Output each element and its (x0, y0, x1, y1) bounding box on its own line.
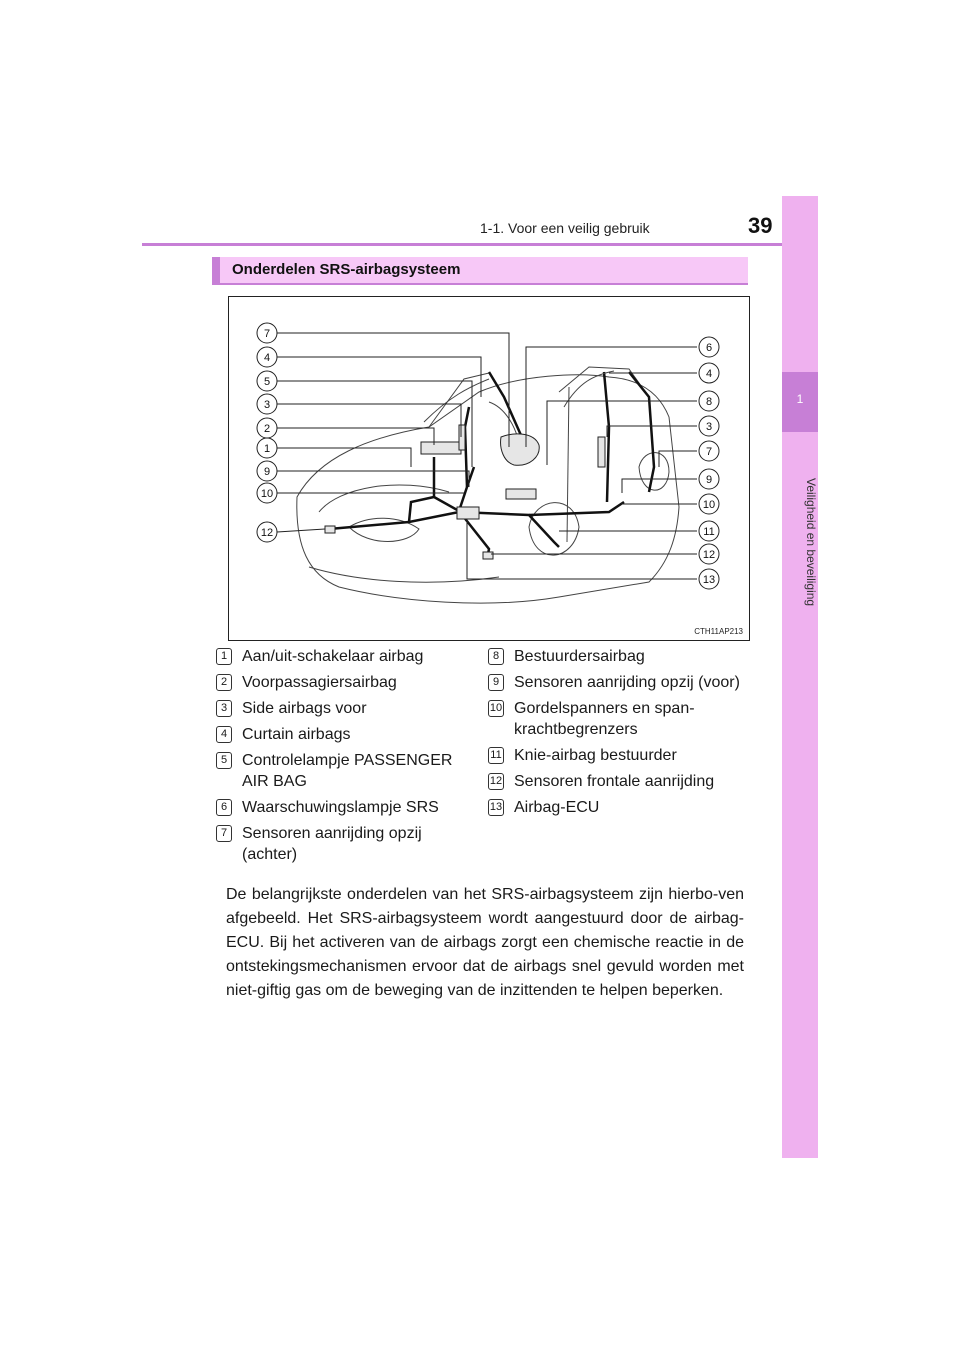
legend-text: Knie-airbag bestuurder (514, 747, 677, 764)
airbag-diagram-svg (229, 297, 749, 640)
callout-label: 4 (705, 368, 713, 380)
callout-label: 10 (702, 499, 716, 511)
passenger-airbag-module (421, 442, 461, 454)
legend-item (488, 646, 748, 667)
airbag-ecu-module (457, 507, 479, 519)
legend-number: 8 (488, 648, 504, 665)
legend-text: Controlelampje PASSENGER AIR BAG (242, 752, 453, 790)
callout-label: 9 (263, 466, 271, 478)
legend-item (488, 797, 748, 818)
header-divider (142, 243, 818, 246)
side-airbag-right (598, 437, 605, 467)
front-impact-sensor-right (483, 552, 493, 559)
legend-item (216, 823, 476, 865)
callout-label: 8 (705, 396, 713, 408)
callout-label: 9 (705, 474, 713, 486)
legend-number: 5 (216, 752, 232, 769)
callout-label: 11 (703, 526, 715, 538)
legend-number: 11 (488, 747, 504, 764)
body-paragraph: De belangrijkste onderdelen van het SRS-airbagsysteem zijn hierbo-ven afgebeeld. Het SRS-airbagsysteem wordt aangestuurd door de airbag-ECU. Bij het activeren van de airbags zorgt een chemische reactie in de ontstekingsmechanismen ervoor dat de airbags snel gevuld worden met niet-giftig gas om de beweging van de inzittenden te helpen beperken. (226, 886, 744, 999)
callout-label: 12 (702, 549, 716, 561)
legend-number: 1 (216, 648, 232, 665)
legend-item (488, 672, 748, 693)
knee-airbag-module (506, 489, 536, 499)
chapter-sidebar (782, 196, 818, 1158)
legend-text: Curtain airbags (242, 726, 351, 743)
legend-item (488, 745, 748, 766)
callout-label: 3 (705, 421, 713, 433)
callouts-left (257, 323, 277, 542)
legend-item (216, 646, 476, 667)
legend-item (488, 771, 748, 792)
airbag-diagram (228, 296, 750, 641)
legend-text: Airbag-ECU (514, 799, 600, 816)
legend-number: 9 (488, 674, 504, 691)
side-airbag-left (459, 425, 465, 450)
callout-label: 2 (263, 423, 271, 435)
section-title: Onderdelen SRS-airbagsysteem (232, 261, 461, 278)
legend-number: 3 (216, 700, 232, 717)
legend-number: 13 (488, 799, 504, 816)
chapter-title: Veiligheid en beveiliging (804, 477, 818, 607)
page-number: 39 (748, 213, 773, 238)
legend-number: 12 (488, 773, 504, 790)
legend-text: Sensoren aanrijding opzij (achter) (242, 825, 422, 863)
callout-label: 12 (260, 527, 274, 539)
front-impact-sensor-left (325, 526, 335, 533)
legend-number: 10 (488, 700, 504, 717)
legend-right-column (488, 646, 748, 823)
legend-text: Waarschuwingslampje SRS (242, 799, 439, 816)
legend-text: Gordelspanners en span-krachtbegrenzers (514, 700, 695, 738)
chapter-number: 1 (796, 392, 804, 406)
callout-label: 5 (263, 376, 271, 388)
figure-code: CTH11AP213 (694, 627, 743, 636)
legend-item (216, 672, 476, 693)
section-heading-bar (212, 257, 748, 285)
legend-item (488, 698, 748, 740)
callout-label: 3 (263, 399, 271, 411)
legend-left-column (216, 646, 476, 870)
legend-item (216, 750, 476, 792)
header-section-title: 1-1. Voor een veilig gebruik (480, 220, 650, 236)
legend-text: Side airbags voor (242, 700, 367, 717)
callout-label: 6 (705, 342, 713, 354)
legend-text: Voorpassagiersairbag (242, 674, 397, 691)
legend-text: Sensoren frontale aanrijding (514, 773, 715, 790)
legend-text: Sensoren aanrijding opzij (voor) (514, 674, 740, 691)
legend-number: 7 (216, 825, 232, 842)
driver-airbag-module (501, 434, 540, 465)
legend-number: 2 (216, 674, 232, 691)
legend-item (216, 797, 476, 818)
callout-label: 13 (702, 574, 716, 586)
legend-item (216, 724, 476, 745)
callout-label: 7 (705, 446, 713, 458)
legend-number: 4 (216, 726, 232, 743)
callout-label: 4 (263, 352, 271, 364)
legend-text: Aan/uit-schakelaar airbag (242, 648, 424, 665)
callout-label: 1 (263, 443, 271, 455)
callouts-right (699, 337, 719, 589)
callout-label: 7 (263, 328, 271, 340)
legend-text: Bestuurdersairbag (514, 648, 645, 665)
legend-item (216, 698, 476, 719)
legend-number: 6 (216, 799, 232, 816)
callout-label: 10 (260, 488, 274, 500)
